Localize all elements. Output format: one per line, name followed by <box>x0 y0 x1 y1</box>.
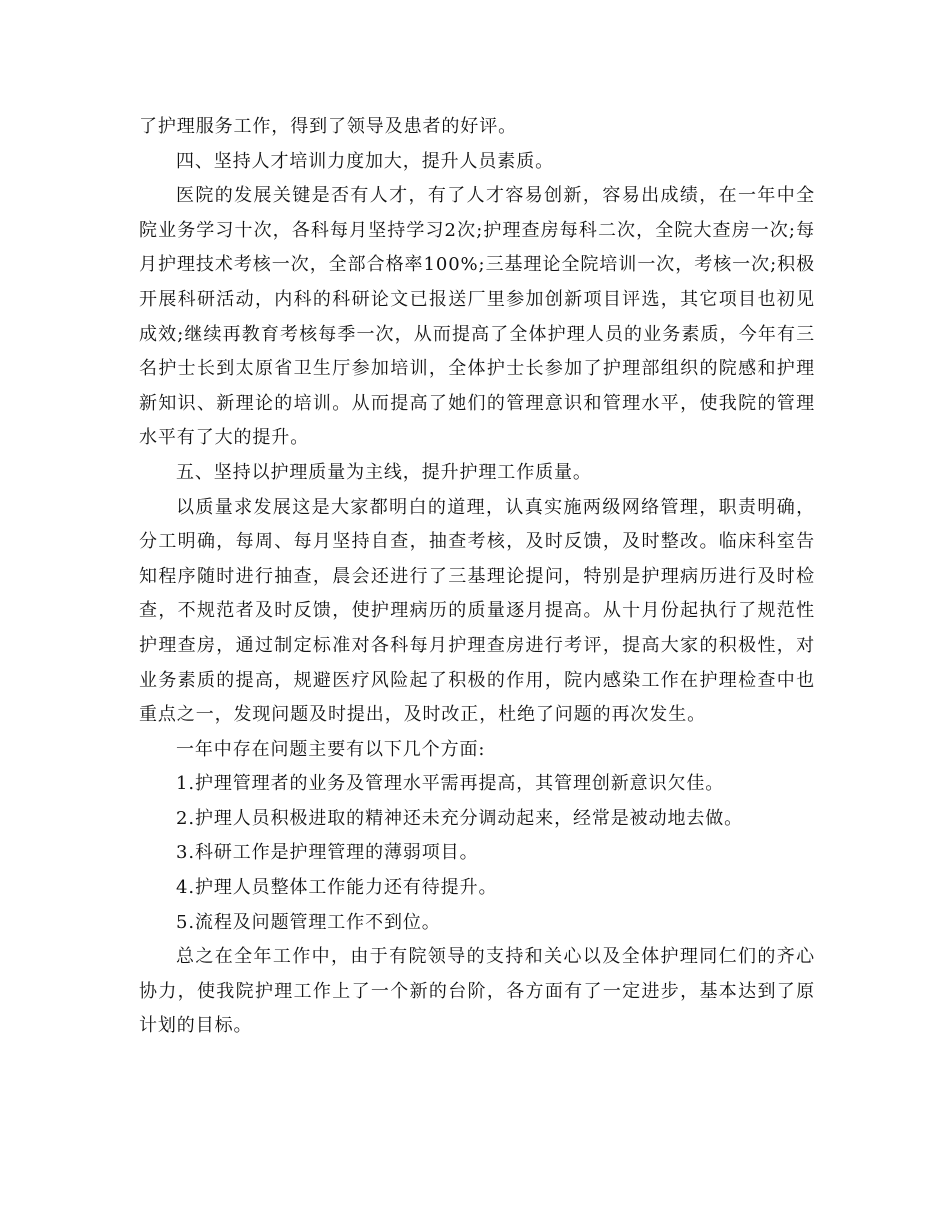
section-heading-nursing-quality: 五、坚持以护理质量为主线，提升护理工作质量。 <box>176 461 592 483</box>
paragraph-problems-intro: 一年中存在问题主要有以下几个方面: <box>176 738 486 760</box>
list-item-problem-4: 4.护理人员整体工作能力还有待提升。 <box>176 877 498 899</box>
paragraph-quality: 以质量求发展这是大家都明白的道理，认真实施两级网络管理，职责明确，分工明确，每周、每月坚持自查，抽查考核，及时反馈，及时整改。临床科室告知程序随时进行抽查，晨会还进行了三基理论提问，特别是护理病历进行及时检查，不规范者及时反馈，使护理病历的质量逐月提高。从十月份起执行了规范性护理查房，通过制定标准对各科每月护理查房进行考评，提高大家的积极性，对业务素质的提高，规避医疗风险起了积极的作用，院内感染工作在护理检查中也重点之一，发现问题及时提出，及时改正，杜绝了问题的再次发生。 <box>139 496 815 726</box>
list-item-problem-3: 3.科研工作是护理管理的薄弱项目。 <box>176 842 479 864</box>
paragraph-training: 医院的发展关键是否有人才，有了人才容易创新，容易出成绩，在一年中全院业务学习十次，各科每月坚持学习2次;护理查房每科二次，全院大查房一次;每月护理技术考核一次，全部合格率100%;三基理论全院培训一次，考核一次;积极开展科研活动，内科的科研论文已报送厂里参加创新项目评选，其它项目也初见成效;继续再教育考核每季一次，从而提高了全体护理人员的业务素质，今年有三名护士长到太原省卫生厅参加培训，全体护士长参加了护理部组织的院感和护理新知识、新理论的培训。从而提高了她们的管理意识和管理水平，使我院的管理水平有了大的提升。 <box>139 185 815 449</box>
paragraph-continuation: 了护理服务工作，得到了领导及患者的好评。 <box>139 116 517 137</box>
paragraph-conclusion: 总之在全年工作中，由于有院领导的支持和关心以及全体护理同仁们的齐心协力，使我院护理工作上了一个新的台阶，各方面有了一定进步，基本达到了原计划的目标。 <box>139 946 815 1037</box>
list-item-problem-2: 2.护理人员积极进取的精神还未充分调动起来，经常是被动地去做。 <box>176 807 744 829</box>
section-heading-talent-training: 四、坚持人才培训力度加大，提升人员素质。 <box>176 150 554 172</box>
list-item-problem-1: 1.护理管理者的业务及管理水平需再提高，其管理创新意识欠佳。 <box>176 773 725 795</box>
document-page <box>139 110 815 1044</box>
list-item-problem-5: 5.流程及问题管理工作不到位。 <box>176 911 441 933</box>
